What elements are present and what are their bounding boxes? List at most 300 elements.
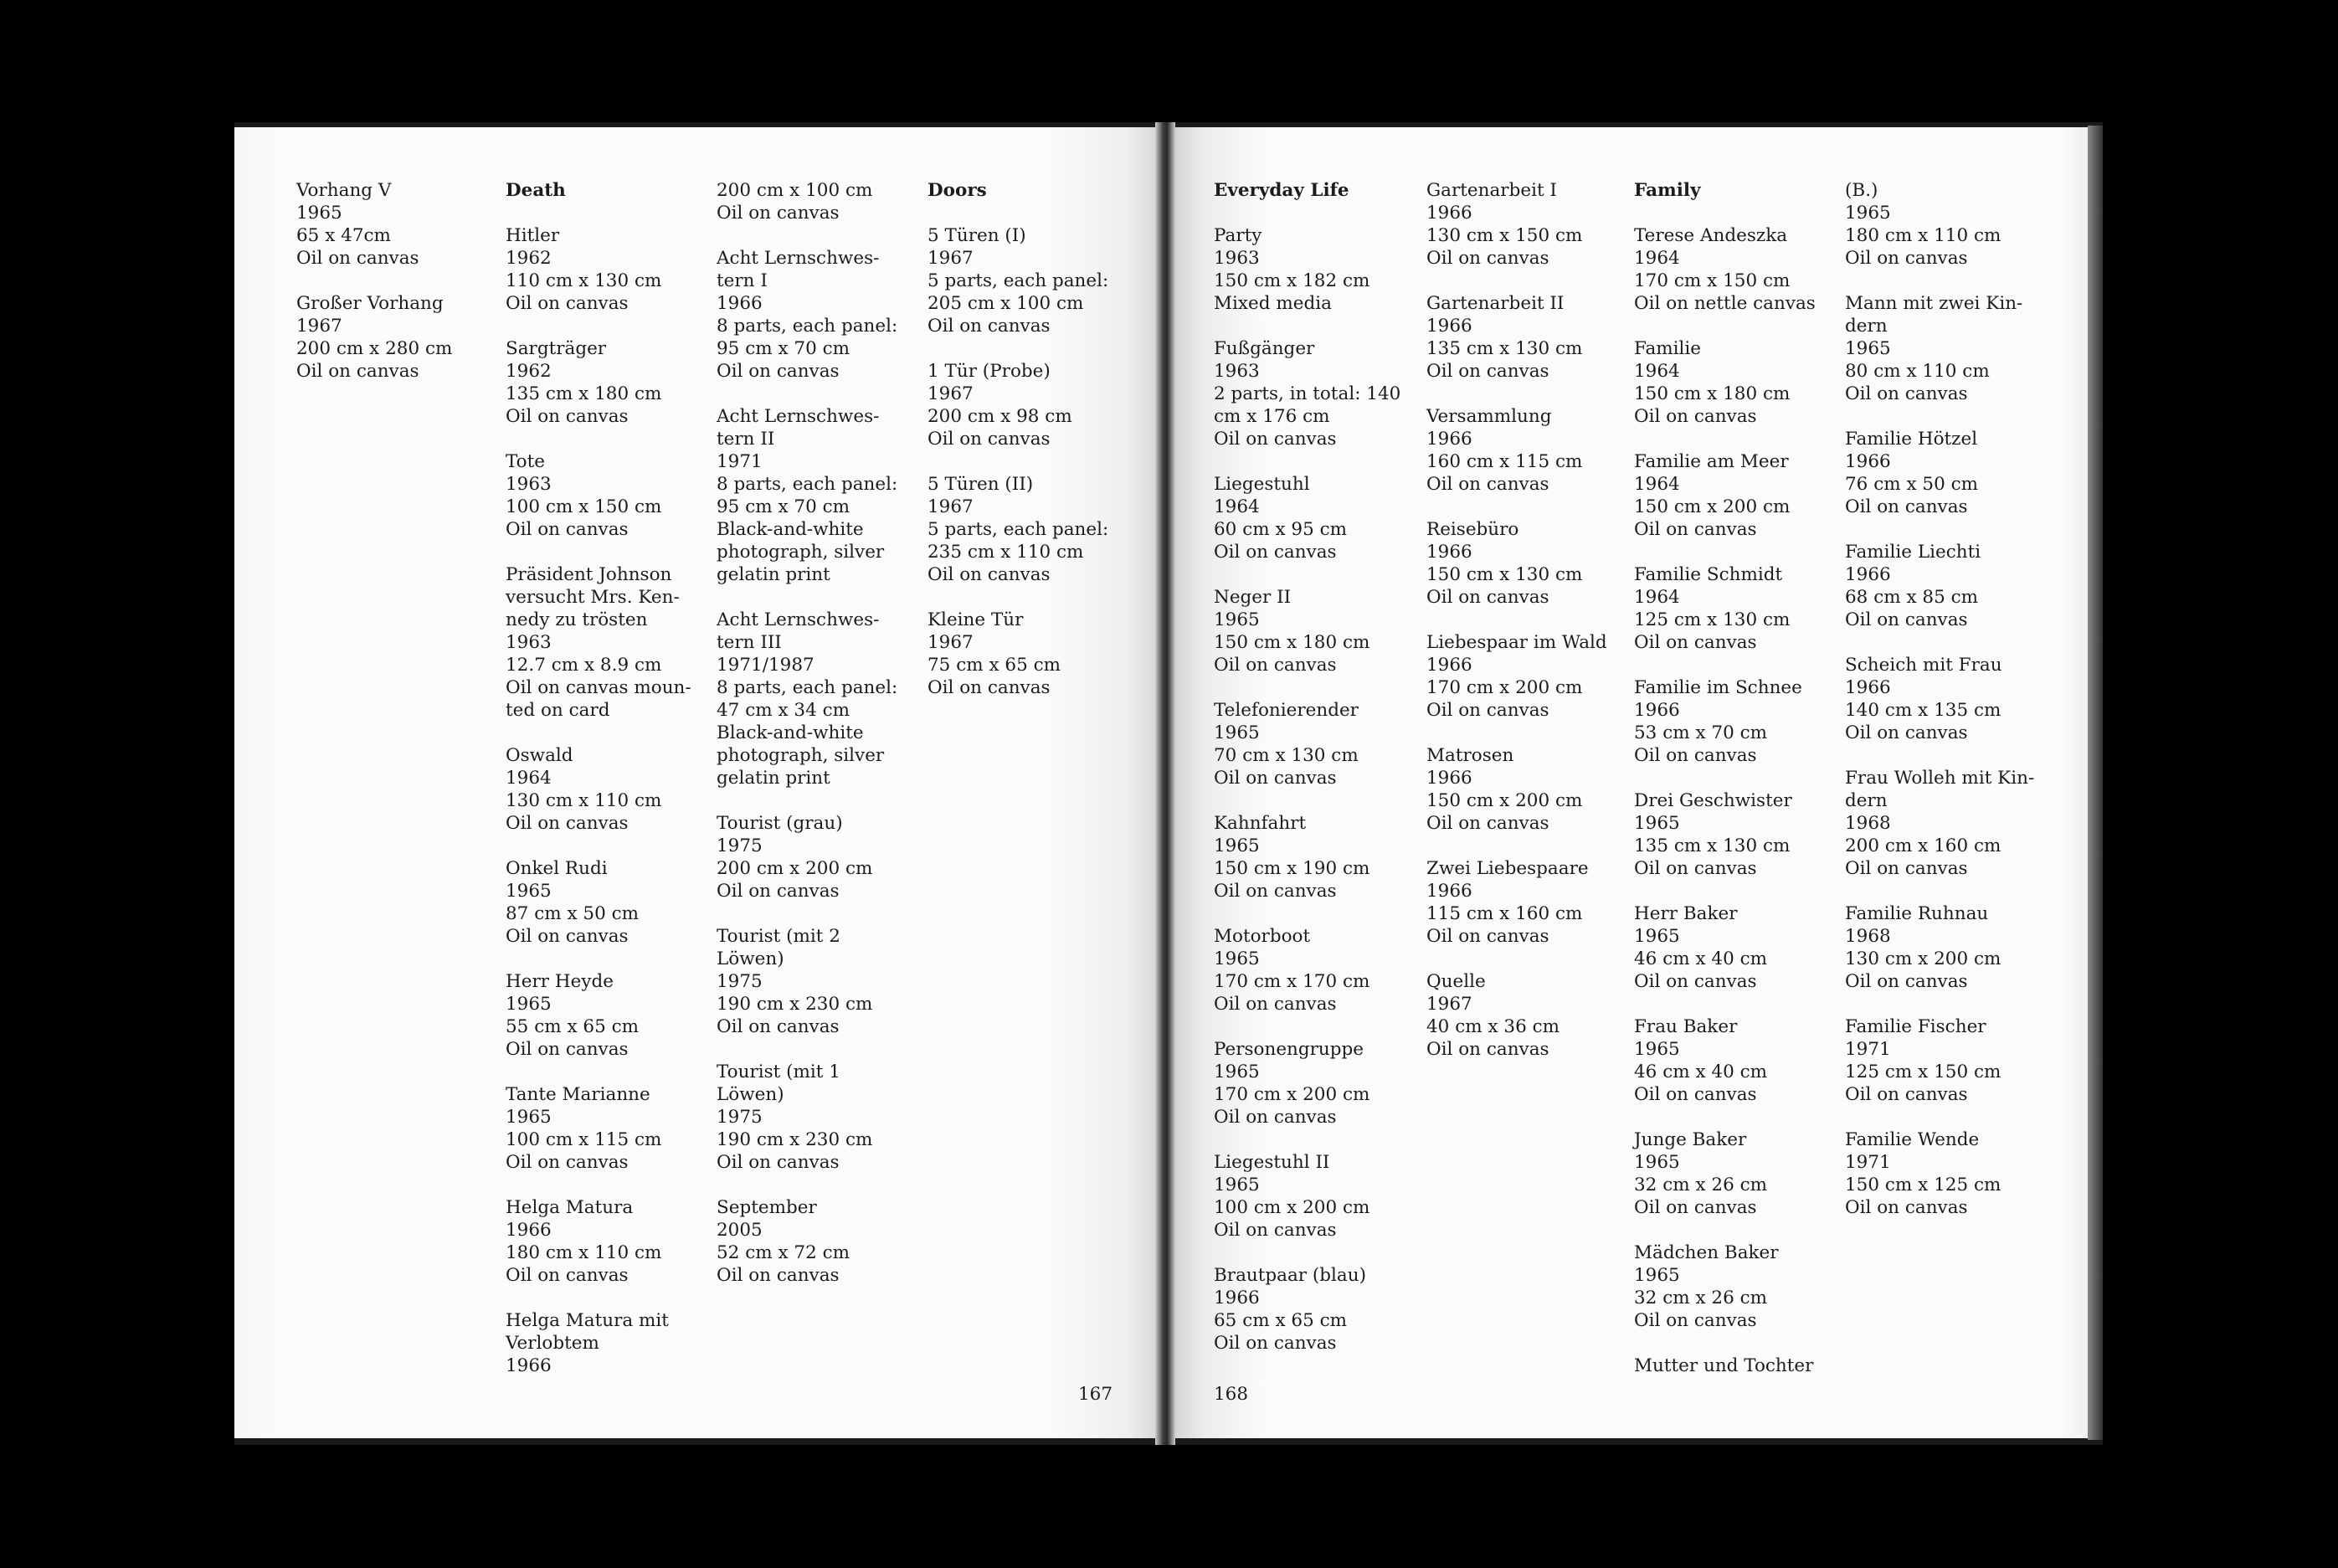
entry-line: 1965 (1214, 949, 1260, 969)
book-gutter (1155, 122, 1175, 1445)
entry-line: Party (1214, 225, 1262, 246)
artwork-entry (1426, 744, 1627, 835)
entry-line: Tourist (mit 1 (717, 1062, 840, 1082)
entry-line: 1971 (1845, 1039, 1891, 1060)
entry-line: Oil on canvas (506, 406, 629, 427)
entry-line: 110 cm x 130 cm (506, 270, 662, 291)
entry-line: Neger II (1214, 587, 1292, 608)
entry-line: 1966 (1426, 203, 1472, 224)
entry-line: Oil on canvas (506, 926, 629, 947)
entry-line: Tote (506, 451, 545, 472)
artwork-entry (506, 970, 707, 1061)
artwork-entry (927, 360, 1128, 450)
entry-line: 200 cm x 98 cm (927, 406, 1072, 427)
artwork-entry (1634, 1355, 1835, 1377)
entry-line: 32 cm x 26 cm (1634, 1288, 1768, 1308)
artwork-entry (1634, 1015, 1835, 1106)
entry-line: 1967 (927, 496, 974, 517)
artwork-entry (1845, 1015, 2046, 1106)
entry-line: photograph, silver (717, 745, 885, 766)
entry-line: dern (1845, 316, 1888, 337)
entry-line: Oil on canvas (506, 293, 629, 314)
entry-line: Oil on canvas (1426, 248, 1549, 269)
entry-line: 1966 (1845, 564, 1891, 585)
entry-line: tern I (717, 270, 768, 291)
entry-line: Oil on canvas (717, 203, 840, 224)
entry-line: Oil on canvas (1845, 971, 1968, 992)
entry-line: 150 cm x 130 cm (1426, 564, 1583, 585)
entry-line: Oil on canvas (1634, 858, 1757, 879)
entry-line: 150 cm x 180 cm (1214, 632, 1370, 653)
entry-line: 170 cm x 200 cm (1426, 677, 1583, 698)
entry-line: 1967 (296, 316, 342, 337)
entry-line: Hitler (506, 225, 560, 246)
artwork-entry (506, 1196, 707, 1287)
artwork-entry (717, 179, 917, 224)
right-column-everyday-life (1214, 179, 1415, 1355)
entry-line: 65 x 47cm (296, 225, 391, 246)
entry-line: Oil on canvas (1426, 813, 1549, 834)
page-number-right: 168 (1214, 1384, 1249, 1405)
section-heading: Doors (927, 180, 987, 201)
artwork-entry (1214, 1038, 1415, 1128)
entry-line: 1966 (1845, 451, 1891, 472)
entry-line: 200 cm x 100 cm (717, 180, 873, 201)
artwork-entry (1634, 224, 1835, 315)
entry-line: 150 cm x 200 cm (1634, 496, 1791, 517)
entry-line: 76 cm x 50 cm (1845, 474, 1979, 495)
entry-line: Oil on canvas (717, 1016, 840, 1037)
entry-line: Oil on canvas (1214, 1333, 1337, 1354)
entry-line: Scheich mit Frau (1845, 655, 2002, 676)
entry-line: Oil on canvas (1214, 1107, 1337, 1128)
entry-line: 75 cm x 65 cm (927, 655, 1061, 676)
entry-line: Familie im Schnee (1634, 677, 1802, 698)
entry-line: Gartenarbeit I (1426, 180, 1557, 201)
entry-line: Oil on canvas (506, 1152, 629, 1173)
entry-line: 32 cm x 26 cm (1634, 1175, 1768, 1195)
entry-line: 150 cm x 190 cm (1214, 858, 1370, 879)
entry-line: 180 cm x 110 cm (506, 1242, 662, 1263)
entry-line: 1965 (1214, 609, 1260, 630)
entry-line: 135 cm x 130 cm (1426, 338, 1583, 359)
entry-line: Oil on canvas (1426, 700, 1549, 721)
artwork-entry (717, 405, 917, 586)
entry-line: 8 parts, each panel: (717, 474, 898, 495)
artwork-entry (1845, 292, 2046, 405)
entry-line: 5 parts, each panel: (927, 270, 1109, 291)
entry-line: Oil on canvas (506, 519, 629, 540)
entry-line: Zwei Liebespaare (1426, 858, 1589, 879)
artwork-entry (506, 1083, 707, 1174)
left-column-1 (296, 179, 497, 383)
entry-line: Oil on canvas (927, 564, 1051, 585)
artwork-entry (1214, 1264, 1415, 1355)
entry-line: Oil on canvas (1214, 429, 1337, 450)
entry-line: 235 cm x 110 cm (927, 542, 1084, 563)
entry-line: 1966 (1426, 768, 1472, 789)
artwork-entry (506, 563, 707, 722)
entry-line: 1966 (1426, 316, 1472, 337)
book-edge (2088, 126, 2103, 1440)
entry-line: Oil on canvas (717, 1265, 840, 1286)
entry-line: 1964 (1634, 361, 1680, 382)
artwork-entry (1634, 1128, 1835, 1219)
entry-line: 1966 (506, 1220, 552, 1241)
entry-line: Sargträger (506, 338, 607, 359)
entry-line: Oil on canvas (506, 813, 629, 834)
entry-line: 1975 (717, 971, 763, 992)
entry-line: 1964 (1214, 496, 1260, 517)
artwork-entry (717, 247, 917, 383)
entry-line: Junge Baker (1634, 1129, 1747, 1150)
entry-line: 5 Türen (II) (927, 474, 1034, 495)
entry-line: 1965 (506, 1107, 552, 1128)
entry-line: 1965 (1634, 926, 1680, 947)
entry-line: 47 cm x 34 cm (717, 700, 850, 721)
entry-line: 125 cm x 150 cm (1845, 1062, 2001, 1082)
entry-line: Frau Baker (1634, 1016, 1738, 1037)
entry-line: 1965 (1214, 835, 1260, 856)
artwork-entry (717, 812, 917, 902)
entry-line: 1965 (506, 881, 552, 902)
entry-line: 1964 (506, 768, 552, 789)
entry-line: Familie (1634, 338, 1702, 359)
entry-line: Acht Lernschwes- (717, 609, 880, 630)
entry-line: 80 cm x 110 cm (1845, 361, 1990, 382)
artwork-entry (296, 179, 497, 270)
entry-line: Mann mit zwei Kin- (1845, 293, 2023, 314)
entry-line: 46 cm x 40 cm (1634, 949, 1768, 969)
entry-line: Oil on canvas (296, 361, 419, 382)
entry-line: 1966 (506, 1355, 552, 1376)
entry-line: Oil on canvas (1426, 587, 1549, 608)
entry-line: Telefonierender (1214, 700, 1359, 721)
entry-line: 1971 (1845, 1152, 1891, 1173)
entry-line: Oil on canvas (1845, 722, 1968, 743)
entry-line: Oil on canvas moun- (506, 677, 691, 698)
entry-line: 1966 (1426, 542, 1472, 563)
section-heading: Family (1634, 180, 1701, 201)
artwork-entry (506, 224, 707, 315)
entry-line: 135 cm x 130 cm (1634, 835, 1791, 856)
open-book (234, 122, 2103, 1445)
entry-line: 1964 (1634, 587, 1680, 608)
entry-line: 87 cm x 50 cm (506, 903, 640, 924)
entry-line: 1964 (1634, 474, 1680, 495)
artwork-entry (1634, 1242, 1835, 1332)
entry-line: Familie Schmidt (1634, 564, 1783, 585)
entry-line: 190 cm x 230 cm (717, 1129, 873, 1150)
entry-line: Helga Matura mit (506, 1310, 669, 1331)
artwork-entry (717, 1196, 917, 1287)
left-column-3 (717, 179, 917, 1287)
entry-line: Reisebüro (1426, 519, 1519, 540)
entry-line: Oil on canvas (1634, 632, 1757, 653)
entry-line: 1967 (1426, 994, 1472, 1015)
entry-line: Oil on canvas (1634, 1084, 1757, 1105)
entry-line: 1965 (296, 203, 342, 224)
artwork-entry (717, 609, 917, 789)
entry-line: 200 cm x 200 cm (717, 858, 873, 879)
entry-line: 1967 (927, 248, 974, 269)
artwork-entry (1214, 925, 1415, 1015)
entry-line: Oil on canvas (506, 1039, 629, 1060)
entry-line: Helga Matura (506, 1197, 634, 1218)
entry-line: Fußgänger (1214, 338, 1315, 359)
entry-line: 200 cm x 160 cm (1845, 835, 2001, 856)
entry-line: 52 cm x 72 cm (717, 1242, 850, 1263)
entry-line: 1966 (1426, 881, 1472, 902)
entry-line: gelatin print (717, 768, 830, 789)
entry-line: 150 cm x 180 cm (1634, 383, 1791, 404)
entry-line: Tante Marianne (506, 1084, 650, 1105)
entry-line: 55 cm x 65 cm (506, 1016, 640, 1037)
entry-line: Mixed media (1214, 293, 1332, 314)
left-column-death (506, 179, 707, 1377)
entry-line: 170 cm x 150 cm (1634, 270, 1791, 291)
entry-line: 150 cm x 182 cm (1214, 270, 1370, 291)
entry-line: Oil on canvas (1426, 474, 1549, 495)
entry-line: Familie am Meer (1634, 451, 1789, 472)
entry-line: 130 cm x 110 cm (506, 790, 662, 811)
entry-line: 95 cm x 70 cm (717, 496, 850, 517)
entry-line: 190 cm x 230 cm (717, 994, 873, 1015)
artwork-entry (1426, 405, 1627, 496)
artwork-entry (1634, 337, 1835, 428)
entry-line: 1967 (927, 632, 974, 653)
artwork-entry (1426, 518, 1627, 609)
entry-line: Oil on canvas (296, 248, 419, 269)
entry-line: Black-and-white (717, 722, 864, 743)
artwork-entry (927, 224, 1128, 337)
entry-line: tern II (717, 429, 775, 450)
entry-line: 1965 (1214, 722, 1260, 743)
entry-line: 2005 (717, 1220, 763, 1241)
entry-line: 1968 (1845, 926, 1891, 947)
entry-line: 1965 (1634, 1152, 1680, 1173)
entry-line: photograph, silver (717, 542, 885, 563)
entry-line: Oil on nettle canvas (1634, 293, 1816, 314)
entry-line: Oil on canvas (1214, 994, 1337, 1015)
entry-line: 1966 (717, 293, 763, 314)
entry-line: Oswald (506, 745, 573, 766)
entry-line: 1966 (1845, 677, 1891, 698)
entry-line: 1966 (1634, 700, 1680, 721)
artwork-entry (1426, 292, 1627, 383)
entry-line: Onkel Rudi (506, 858, 608, 879)
artwork-entry (506, 450, 707, 541)
entry-line: Liebespaar im Wald (1426, 632, 1607, 653)
entry-line: 160 cm x 115 cm (1426, 451, 1583, 472)
entry-line: 1971 (717, 451, 763, 472)
entry-line: Oil on canvas (1845, 609, 1968, 630)
entry-line: 8 parts, each panel: (717, 316, 898, 337)
entry-line: Oil on canvas (717, 361, 840, 382)
entry-line: Tourist (grau) (717, 813, 843, 834)
entry-line: Familie Wende (1845, 1129, 1980, 1150)
entry-line: Verlobtem (506, 1333, 599, 1354)
entry-line: September (717, 1197, 817, 1218)
artwork-entry (1845, 179, 2046, 270)
entry-line: 2 parts, in total: 140 (1214, 383, 1401, 404)
artwork-entry (1634, 902, 1835, 993)
entry-line: Oil on canvas (1845, 1197, 1968, 1218)
right-column-4 (1845, 179, 2046, 1219)
entry-line: 1964 (1634, 248, 1680, 269)
entry-line: 1968 (1845, 813, 1891, 834)
entry-line: Oil on canvas (1214, 655, 1337, 676)
right-column-family (1634, 179, 1835, 1377)
artwork-entry (1634, 789, 1835, 880)
entry-line: (B.) (1845, 180, 1878, 201)
entry-line: Oil on canvas (506, 1265, 629, 1286)
artwork-entry (927, 473, 1128, 586)
entry-line: tern III (717, 632, 782, 653)
entry-line: Black-and-white (717, 519, 864, 540)
artwork-entry (717, 925, 917, 1038)
entry-line: Terese Andeszka (1634, 225, 1788, 246)
entry-line: Liegestuhl II (1214, 1152, 1330, 1173)
entry-line: Oil on canvas (1634, 745, 1757, 766)
artwork-entry (1214, 586, 1415, 676)
entry-line: Herr Heyde (506, 971, 614, 992)
entry-line: 8 parts, each panel: (717, 677, 898, 698)
entry-line: 1975 (717, 1107, 763, 1128)
entry-line: 100 cm x 115 cm (506, 1129, 662, 1150)
entry-line: Oil on canvas (1426, 361, 1549, 382)
entry-line: Mutter und Tochter (1634, 1355, 1814, 1376)
entry-line: 60 cm x 95 cm (1214, 519, 1348, 540)
entry-line: 1965 (1214, 1062, 1260, 1082)
artwork-entry (1214, 812, 1415, 902)
entry-line: Mädchen Baker (1634, 1242, 1779, 1263)
entry-line: Oil on canvas (1634, 1310, 1757, 1331)
artwork-entry (1214, 224, 1415, 315)
entry-line: versucht Mrs. Ken- (506, 587, 680, 608)
entry-line: 1975 (717, 835, 763, 856)
entry-line: Gartenarbeit II (1426, 293, 1565, 314)
entry-line: 1965 (506, 994, 552, 1015)
entry-line: 46 cm x 40 cm (1634, 1062, 1768, 1082)
entry-line: Drei Geschwister (1634, 790, 1792, 811)
entry-line: Löwen) (717, 1084, 784, 1105)
artwork-entry (506, 337, 707, 428)
entry-line: 68 cm x 85 cm (1845, 587, 1979, 608)
entry-line: dern (1845, 790, 1888, 811)
entry-line: 1966 (1426, 655, 1472, 676)
entry-line: Kahnfahrt (1214, 813, 1307, 834)
artwork-entry (1845, 541, 2046, 631)
artwork-entry (1845, 1128, 2046, 1219)
entry-line: gelatin print (717, 564, 830, 585)
entry-line: 1965 (1634, 1265, 1680, 1286)
entry-line: 1965 (1634, 1039, 1680, 1060)
entry-line: Oil on canvas (1845, 383, 1968, 404)
entry-line: Versammlung (1426, 406, 1552, 427)
entry-line: Familie Hötzel (1845, 429, 1978, 450)
entry-line: Oil on canvas (927, 429, 1051, 450)
artwork-entry (1426, 857, 1627, 948)
entry-line: 125 cm x 130 cm (1634, 609, 1791, 630)
artwork-entry (296, 292, 497, 383)
entry-line: 53 cm x 70 cm (1634, 722, 1768, 743)
entry-line: Herr Baker (1634, 903, 1738, 924)
artwork-entry (717, 1061, 917, 1174)
entry-line: Oil on canvas (1426, 1039, 1549, 1060)
entry-line: Motorboot (1214, 926, 1311, 947)
entry-line: Matrosen (1426, 745, 1514, 766)
entry-line: Liegestuhl (1214, 474, 1310, 495)
entry-line: Oil on canvas (1426, 926, 1549, 947)
entry-line: Acht Lernschwes- (717, 248, 880, 269)
entry-line: 5 parts, each panel: (927, 519, 1109, 540)
entry-line: Oil on canvas (1634, 1197, 1757, 1218)
entry-line: Oil on canvas (927, 677, 1051, 698)
entry-line: Oil on canvas (1214, 1220, 1337, 1241)
left-page (234, 127, 1155, 1438)
entry-line: 1965 (1214, 1175, 1260, 1195)
entry-line: Oil on canvas (717, 1152, 840, 1173)
entry-line: 130 cm x 200 cm (1845, 949, 2001, 969)
entry-line: Oil on canvas (717, 881, 840, 902)
entry-line: Oil on canvas (1214, 542, 1337, 563)
artwork-entry (1426, 970, 1627, 1061)
entry-line: Familie Liechti (1845, 542, 1981, 563)
artwork-entry (1845, 428, 2046, 518)
entry-line: Oil on canvas (1845, 1084, 1968, 1105)
entry-line: cm x 176 cm (1214, 406, 1330, 427)
entry-line: 1962 (506, 248, 552, 269)
section-heading: Everyday Life (1214, 180, 1349, 201)
entry-line: nedy zu trösten (506, 609, 648, 630)
entry-line: 200 cm x 280 cm (296, 338, 453, 359)
entry-line: Oil on canvas (1634, 971, 1757, 992)
entry-line: Brautpaar (blau) (1214, 1265, 1366, 1286)
entry-line: Oil on canvas (927, 316, 1051, 337)
entry-line: Acht Lernschwes- (717, 406, 880, 427)
entry-line: ted on card (506, 700, 610, 721)
entry-line: 70 cm x 130 cm (1214, 745, 1359, 766)
entry-line: 100 cm x 200 cm (1214, 1197, 1370, 1218)
artwork-entry (1214, 1151, 1415, 1242)
entry-line: 130 cm x 150 cm (1426, 225, 1583, 246)
entry-line: 150 cm x 125 cm (1845, 1175, 2001, 1195)
entry-line: Oil on canvas (1214, 881, 1337, 902)
entry-line: 1965 (1845, 338, 1891, 359)
entry-line: 180 cm x 110 cm (1845, 225, 2001, 246)
entry-line: 135 cm x 180 cm (506, 383, 662, 404)
right-column-2 (1426, 179, 1627, 1061)
entry-line: Familie Ruhnau (1845, 903, 1989, 924)
artwork-entry (1634, 450, 1835, 541)
entry-line: 100 cm x 150 cm (506, 496, 662, 517)
entry-line: 1967 (927, 383, 974, 404)
entry-line: 150 cm x 200 cm (1426, 790, 1583, 811)
entry-line: 65 cm x 65 cm (1214, 1310, 1348, 1331)
artwork-entry (506, 857, 707, 948)
entry-line: 1963 (1214, 248, 1260, 269)
artwork-entry (506, 744, 707, 835)
entry-line: 1 Tür (Probe) (927, 361, 1051, 382)
entry-line: Oil on canvas (1845, 496, 1968, 517)
entry-line: Großer Vorhang (296, 293, 444, 314)
left-column-doors (927, 179, 1128, 699)
entry-line: Frau Wolleh mit Kin- (1845, 768, 2035, 789)
artwork-entry (1845, 902, 2046, 993)
entry-line: 140 cm x 135 cm (1845, 700, 2001, 721)
entry-line: 170 cm x 200 cm (1214, 1084, 1370, 1105)
